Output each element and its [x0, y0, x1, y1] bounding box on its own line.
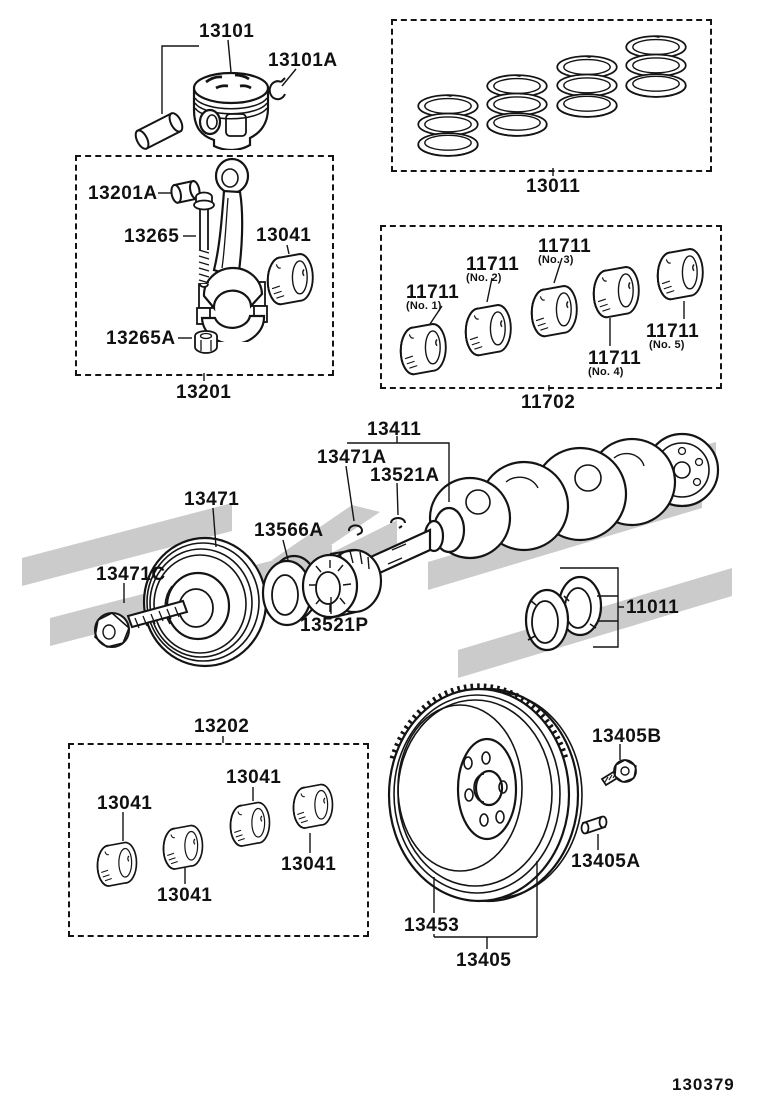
flywheel-drawing	[384, 682, 610, 912]
label-main-bearing-4-no: (No. 4)	[588, 366, 624, 378]
label-rod-nut: 13265A	[106, 328, 176, 349]
label-lower-bearing-2: 13041	[157, 885, 213, 906]
rod-nut-drawing	[190, 327, 222, 359]
label-main-bearing-2: 11711	[466, 254, 520, 275]
crankshaft-drawing	[352, 418, 720, 588]
label-rod-assembly: 13201	[176, 382, 232, 403]
lower-bearing-set-box	[68, 743, 369, 937]
piston-ring-stack	[482, 68, 552, 146]
main-bearing-shell-no1	[399, 322, 451, 378]
label-main-bearing-5: 11711	[646, 321, 700, 342]
piston-ring-stack	[552, 49, 622, 127]
label-crankshaft: 13411	[367, 419, 422, 440]
label-main-bearing-3: 11711	[538, 236, 592, 257]
label-main-bearing-2-no: (No. 2)	[466, 272, 502, 284]
rod-bolt-drawing	[190, 190, 218, 294]
piston-drawing	[188, 62, 272, 150]
crankshaft-key-drawing	[346, 521, 366, 537]
piston-ring-stack	[413, 88, 483, 166]
label-main-bearing-1: 11711	[406, 282, 460, 303]
rod-bearing-shell	[266, 252, 318, 308]
lower-bearing-shell-2	[162, 824, 207, 872]
label-main-bearing-4: 11711	[588, 348, 642, 369]
label-lower-bearing-set: 13202	[194, 716, 250, 737]
main-bearing-shell-no2	[464, 303, 516, 359]
main-bearing-shell-no5	[656, 247, 708, 303]
gear-clip-drawing	[388, 514, 408, 530]
flywheel-bolt-drawing	[596, 756, 640, 790]
lower-bearing-shell-1	[96, 841, 141, 889]
label-ring-set: 13011	[526, 176, 581, 197]
label-main-bearing-3-no: (No. 3)	[538, 254, 574, 266]
thrust-washer-drawing	[516, 572, 616, 664]
label-crank-key: 13471A	[317, 447, 387, 468]
pulley-bolt-drawing	[85, 588, 197, 654]
lower-bearing-shell-3	[229, 801, 274, 849]
label-seal-ring: 13566A	[254, 520, 324, 541]
label-piston: 13101	[199, 21, 255, 42]
label-pin-ring: 13101A	[268, 50, 338, 71]
label-rod-bolt: 13265	[124, 226, 180, 247]
label-lower-bearing-1: 13041	[97, 793, 153, 814]
label-main-bearing-1-no: (No. 1)	[406, 300, 442, 312]
label-timing-gear: 13521P	[300, 615, 369, 636]
piston-ring-stack	[621, 29, 691, 107]
label-rod-bushing: 13201A	[88, 183, 158, 204]
label-flywheel-bolt: 13405B	[592, 726, 662, 747]
label-lower-bearing-3: 13041	[226, 767, 282, 788]
main-bearing-shell-no3	[530, 284, 582, 340]
label-gear-clip: 13521A	[370, 465, 440, 486]
label-pulley-bolt: 13471C	[96, 564, 166, 585]
label-main-bearing-set: 11702	[521, 392, 576, 413]
flywheel-pin-drawing	[578, 814, 610, 838]
label-rod-bearing: 13041	[256, 225, 312, 246]
label-main-bearing-5-no: (No. 5)	[649, 339, 685, 351]
label-pulley: 13471	[184, 489, 240, 510]
piston-pin-drawing	[130, 110, 188, 152]
label-flywheel: 13405	[456, 950, 512, 971]
label-ring-gear: 13453	[404, 915, 460, 936]
figure-number: 130379	[672, 1075, 735, 1094]
label-lower-bearing-4: 13041	[281, 854, 337, 875]
lower-bearing-shell-4	[292, 783, 337, 831]
label-flywheel-pin: 13405A	[571, 851, 641, 872]
pin-snap-ring-drawing	[266, 76, 290, 102]
label-thrust-washer: 11011	[626, 597, 680, 618]
main-bearing-shell-no4	[592, 265, 644, 321]
